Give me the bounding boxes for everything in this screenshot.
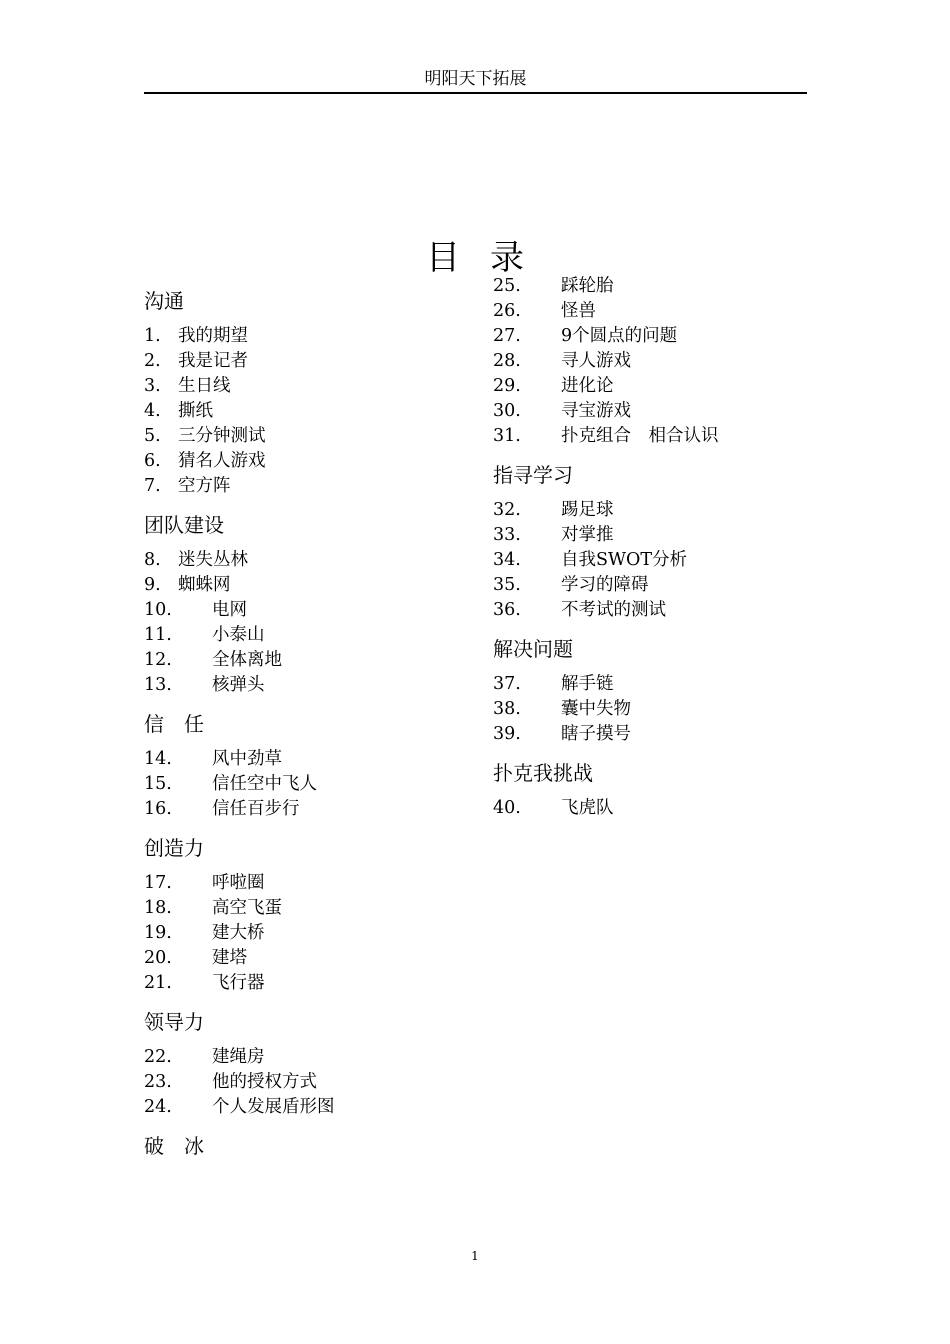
toc-entry[interactable]: [493, 274, 823, 299]
entry-number: 20.: [144, 948, 172, 968]
toc-entry[interactable]: [493, 374, 823, 399]
toc-entry[interactable]: [144, 374, 474, 399]
entry-label: 他的授权方式: [212, 1072, 317, 1092]
entry-label: 生日线: [178, 376, 231, 396]
toc-entry[interactable]: [493, 399, 823, 424]
entry-label: 核弹头: [212, 675, 265, 695]
section-heading: 沟通: [144, 289, 184, 313]
entry-label: 进化论: [561, 376, 614, 396]
entry-label: 怪兽: [561, 301, 596, 321]
toc-entry[interactable]: [144, 797, 474, 822]
entry-label: 踩轮胎: [561, 276, 614, 296]
entry-number: 19.: [144, 923, 172, 943]
entry-label: 全体离地: [212, 650, 282, 670]
entry-number: 9.: [144, 575, 161, 595]
toc-entry[interactable]: [493, 672, 823, 697]
entry-number: 26.: [493, 301, 521, 321]
entry-label: 寻宝游戏: [561, 401, 631, 421]
toc-entry[interactable]: [493, 349, 823, 374]
toc-entry[interactable]: [144, 449, 474, 474]
entry-number: 27.: [493, 326, 521, 346]
entry-number: 10.: [144, 600, 172, 620]
entry-label: 扑克组合 相合认识: [561, 426, 719, 446]
toc-section: [144, 512, 474, 698]
section-heading: 创造力: [144, 836, 204, 860]
entry-number: 36.: [493, 600, 521, 620]
entry-label: 9个圆点的问题: [561, 326, 678, 346]
entry-number: 17.: [144, 873, 172, 893]
entry-number: 40.: [493, 798, 521, 818]
entry-label: 蜘蛛网: [178, 575, 231, 595]
toc-entry[interactable]: [493, 324, 823, 349]
toc-entry[interactable]: [493, 424, 823, 449]
toc-entry[interactable]: [144, 921, 474, 946]
entry-number: 24.: [144, 1097, 172, 1117]
toc-entry[interactable]: [144, 623, 474, 648]
entry-label: 猜名人游戏: [178, 451, 266, 471]
entry-number: 1.: [144, 326, 161, 346]
section-heading: 解决问题: [493, 637, 573, 661]
toc-entry[interactable]: [493, 548, 823, 573]
toc-left-column: [144, 274, 474, 1169]
toc-section: [144, 835, 474, 996]
entry-number: 2.: [144, 351, 161, 371]
section-heading: 破 冰: [144, 1134, 204, 1158]
toc-entry[interactable]: [144, 349, 474, 374]
toc-entry[interactable]: [144, 474, 474, 499]
entry-number: 28.: [493, 351, 521, 371]
entry-label: 信任百步行: [212, 799, 300, 819]
entry-label: 风中劲草: [212, 749, 282, 769]
toc-entry[interactable]: [144, 772, 474, 797]
toc-section: [493, 462, 823, 623]
entry-number: 25.: [493, 276, 521, 296]
toc-entry[interactable]: [144, 1045, 474, 1070]
toc-entry[interactable]: [493, 573, 823, 598]
entry-number: 22.: [144, 1047, 172, 1067]
toc-entry[interactable]: [144, 971, 474, 996]
entry-label: 不考试的测试: [561, 600, 666, 620]
toc-entry[interactable]: [144, 1070, 474, 1095]
entry-number: 3.: [144, 376, 161, 396]
entry-number: 8.: [144, 550, 161, 570]
page-number: 1: [471, 1249, 479, 1263]
entry-label: 小泰山: [212, 625, 265, 645]
entry-label: 飞行器: [212, 973, 265, 993]
entry-label: 信任空中飞人: [212, 774, 317, 794]
entry-number: 35.: [493, 575, 521, 595]
entry-number: 21.: [144, 973, 172, 993]
entry-number: 39.: [493, 724, 521, 744]
entry-label: 建塔: [212, 948, 247, 968]
toc-entry[interactable]: [144, 896, 474, 921]
toc-entry[interactable]: [493, 697, 823, 722]
section-heading: 领导力: [144, 1010, 204, 1034]
section-heading: 扑克我挑战: [493, 761, 593, 785]
toc-right-column: [493, 274, 823, 821]
toc-section: [144, 288, 474, 499]
toc-section: [493, 636, 823, 747]
entry-number: 32.: [493, 500, 521, 520]
entry-label: 解手链: [561, 674, 614, 694]
entry-label: 瞎子摸号: [561, 724, 631, 744]
entry-number: 15.: [144, 774, 172, 794]
entry-number: 12.: [144, 650, 172, 670]
toc-entry[interactable]: [144, 324, 474, 349]
toc-entry[interactable]: [144, 598, 474, 623]
entry-number: 31.: [493, 426, 521, 446]
entry-number: 23.: [144, 1072, 172, 1092]
entry-label: 建大桥: [212, 923, 265, 943]
toc-section: [493, 760, 823, 821]
toc-entry[interactable]: [493, 598, 823, 623]
entry-label: 寻人游戏: [561, 351, 631, 371]
section-heading: 信 任: [144, 712, 204, 736]
entry-number: 5.: [144, 426, 161, 446]
entry-number: 7.: [144, 476, 161, 496]
entry-label: 踢足球: [561, 500, 614, 520]
entry-label: 对掌推: [561, 525, 614, 545]
entry-label: 飞虎队: [561, 798, 614, 818]
entry-label: 我的期望: [178, 326, 248, 346]
entry-label: 迷失丛林: [178, 550, 248, 570]
entry-label: 空方阵: [178, 476, 231, 496]
entry-number: 13.: [144, 675, 172, 695]
toc-section: [144, 1009, 474, 1120]
toc-entry[interactable]: [144, 573, 474, 598]
entry-number: 14.: [144, 749, 172, 769]
toc-entry[interactable]: [144, 648, 474, 673]
page-header: 明阳天下拓展: [144, 68, 807, 94]
toc-entry[interactable]: [144, 548, 474, 573]
entry-label: 三分钟测试: [178, 426, 266, 446]
entry-number: 37.: [493, 674, 521, 694]
section-heading: 指寻学习: [493, 463, 573, 487]
entry-number: 33.: [493, 525, 521, 545]
toc-entry[interactable]: [493, 796, 823, 821]
entry-label: 撕纸: [178, 401, 213, 421]
toc-entry[interactable]: [144, 747, 474, 772]
entry-number: 29.: [493, 376, 521, 396]
toc-entry[interactable]: [144, 1095, 474, 1120]
entry-number: 38.: [493, 699, 521, 719]
toc-entry[interactable]: [144, 673, 474, 698]
entry-number: 18.: [144, 898, 172, 918]
toc-title: 目录: [426, 238, 554, 278]
entry-label: 自我SWOT分析: [561, 550, 687, 570]
toc-entry[interactable]: [493, 722, 823, 747]
entry-number: 4.: [144, 401, 161, 421]
section-heading: 团队建设: [144, 513, 224, 537]
entry-number: 30.: [493, 401, 521, 421]
entry-label: 个人发展盾形图: [212, 1097, 335, 1117]
toc-entry[interactable]: [144, 871, 474, 896]
entry-label: 建绳房: [212, 1047, 265, 1067]
entry-label: 学习的障碍: [561, 575, 649, 595]
toc-entry[interactable]: [144, 399, 474, 424]
entry-label: 电网: [212, 600, 247, 620]
toc-entry[interactable]: [144, 946, 474, 971]
entry-number: 34.: [493, 550, 521, 570]
entry-label: 囊中失物: [561, 699, 631, 719]
toc-section: [144, 1133, 474, 1159]
toc-entry[interactable]: [144, 424, 474, 449]
toc-entry[interactable]: [493, 523, 823, 548]
toc-section: [493, 274, 823, 449]
entry-label: 高空飞蛋: [212, 898, 282, 918]
entry-number: 16.: [144, 799, 172, 819]
entry-number: 11.: [144, 625, 172, 645]
entry-label: 我是记者: [178, 351, 248, 371]
entry-number: 6.: [144, 451, 161, 471]
toc-entry[interactable]: [493, 498, 823, 523]
entry-label: 呼啦圈: [212, 873, 265, 893]
toc-entry[interactable]: [493, 299, 823, 324]
toc-section: [144, 711, 474, 822]
